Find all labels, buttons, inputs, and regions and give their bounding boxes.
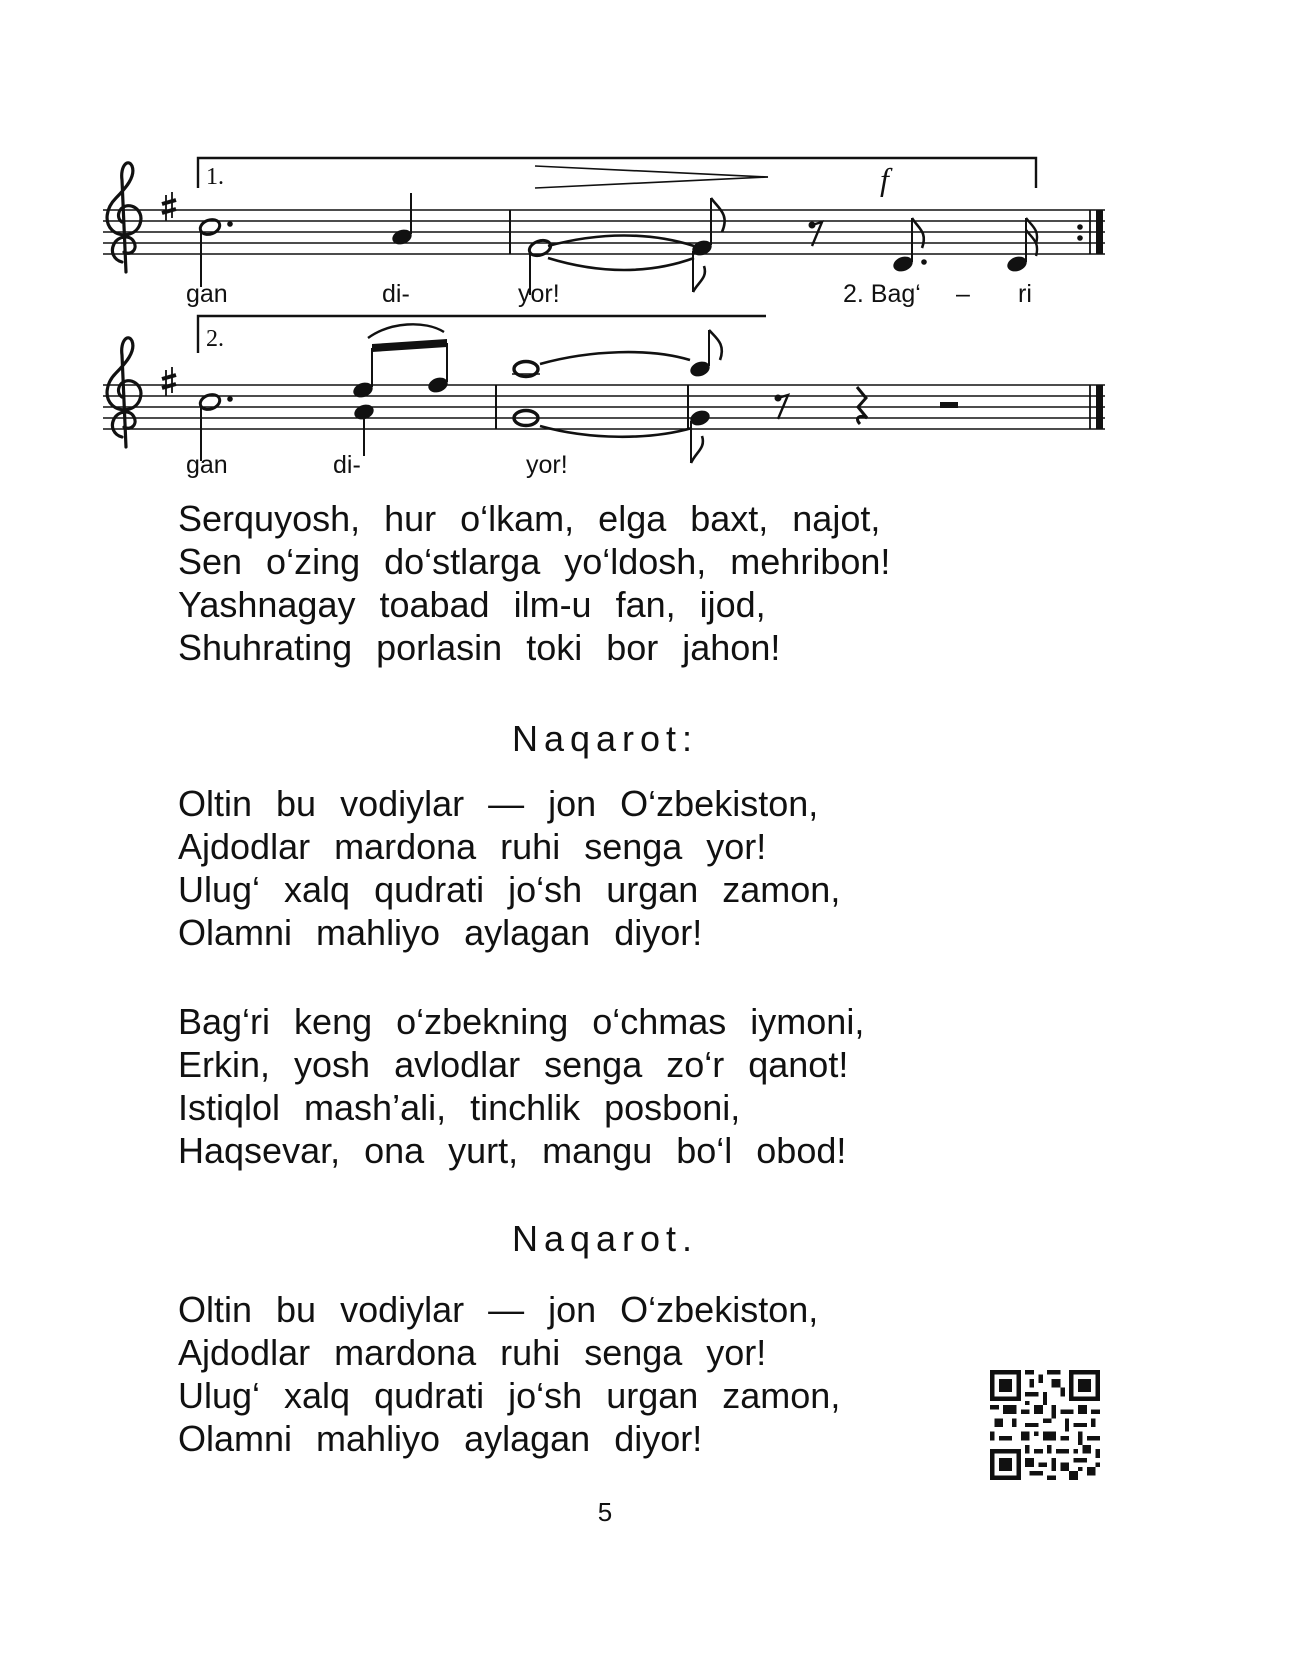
refrain-heading: Naqarot:: [511, 718, 699, 759]
treble-clef-icon: [107, 163, 141, 272]
slur: [368, 324, 444, 338]
tie: [540, 352, 690, 364]
lyric-syllable: di-: [333, 451, 361, 479]
qr-code-icon[interactable]: [990, 1370, 1100, 1480]
beamed-eighths: [351, 339, 450, 400]
verse-line: Olamni mahliyo aylagan diyor!: [178, 1418, 703, 1459]
verse-1: [178, 497, 1078, 669]
note: [390, 193, 414, 247]
verse-line: Ajdodlar mardona ruhi senga yor!: [178, 826, 767, 867]
refrain-1: [178, 782, 1078, 954]
verse-line: Serquyosh, hur o‘lkam, elga baxt, najot,: [178, 498, 881, 539]
verse-line: Shuhrating porlasin toki bor jahon!: [178, 627, 781, 668]
volta-number-1: 1.: [206, 164, 224, 190]
verse-line: Ajdodlar mardona ruhi senga yor!: [178, 1332, 767, 1373]
half-rest-icon: [940, 402, 958, 408]
tie: [548, 258, 694, 270]
verse-line: Yashnagay toabad ilm-u fan, ijod,: [178, 584, 766, 625]
verse-line: Ulug‘ xalq qudrati jo‘sh urgan zamon,: [178, 1375, 841, 1416]
verse-line: Bag‘ri keng o‘zbekning o‘chmas iymoni,: [178, 1001, 865, 1042]
decrescendo-hairpin: [535, 166, 768, 188]
verse-line: Ulug‘ xalq qudrati jo‘sh urgan zamon,: [178, 869, 841, 910]
lyric-syllable: 2. Bag‘: [843, 280, 921, 308]
dynamic-forte: f: [880, 161, 889, 197]
key-sharp-icon: [162, 367, 176, 396]
treble-clef-icon: [107, 338, 141, 447]
lyric-syllable: ri: [1018, 280, 1032, 308]
verse-line: Haqsevar, ona yurt, mangu bo‘l obod!: [178, 1130, 847, 1171]
verse-line: Istiqlol mash’ali, tinchlik posboni,: [178, 1087, 741, 1128]
tie: [540, 426, 692, 437]
lyric-syllable: gan: [186, 280, 228, 308]
refrain-heading: Naqarot.: [511, 1218, 699, 1259]
music-score: [0, 0, 1300, 480]
verse-2: [178, 1000, 1078, 1172]
verse-line: Erkin, yosh avlodlar senga zo‘r qanot!: [178, 1044, 849, 1085]
note: [512, 362, 540, 426]
verse-line: Oltin bu vodiylar — jon O‘zbekiston,: [178, 783, 819, 824]
staff-1: [103, 158, 1105, 308]
note: [891, 218, 927, 274]
key-sharp-icon: [162, 192, 176, 221]
lyric-syllable: yor!: [518, 280, 560, 308]
note: [1005, 218, 1037, 274]
lyric-syllable: gan: [186, 451, 228, 479]
refrain-2: [178, 1288, 1078, 1460]
note: [690, 198, 724, 292]
lyric-syllable: –: [956, 280, 970, 308]
verse-line: Olamni mahliyo aylagan diyor!: [178, 912, 703, 953]
note: [198, 217, 233, 287]
lyric-syllable: di-: [382, 280, 410, 308]
verse-line: Sen o‘zing do‘stlarga yo‘ldosh, mehribon!: [178, 541, 891, 582]
lyric-syllable: yor!: [526, 451, 568, 479]
page-number: 5: [597, 1497, 613, 1527]
volta-bracket-2: [198, 316, 766, 353]
volta-number-2: 2.: [206, 326, 224, 352]
staff-2: [103, 316, 1105, 479]
tie: [548, 236, 694, 247]
verse-line: Oltin bu vodiylar — jon O‘zbekiston,: [178, 1289, 819, 1330]
